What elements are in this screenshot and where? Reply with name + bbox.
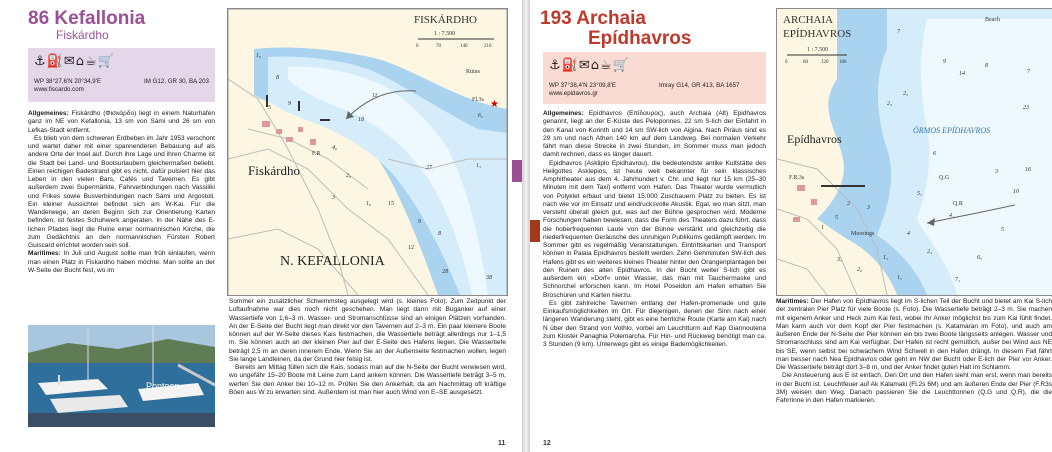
- svg-text:2₈: 2₈: [857, 267, 863, 273]
- svg-text:28: 28: [442, 269, 448, 275]
- info-box: [543, 52, 766, 104]
- svg-text:7: 7: [897, 29, 900, 35]
- svg-text:0: 0: [416, 44, 419, 49]
- ruins-label: Ruins: [466, 69, 481, 75]
- chart-scale: 1 : 7.500: [434, 31, 456, 37]
- left-page: [0, 0, 522, 452]
- text-column-2: [229, 298, 506, 430]
- chart-drawing: [777, 9, 1052, 295]
- svg-text:5: 5: [835, 215, 838, 221]
- chart-title-2: EPÍDHAVROS: [783, 28, 852, 40]
- chart-refs: Imray G14, GR 413, BA 1657: [659, 82, 740, 89]
- town-label: Epídhavros: [787, 132, 842, 146]
- svg-text:0: 0: [785, 60, 788, 65]
- paragraph: Allgemeines: Fiskárdho (Φισκάρδο) liegt in einem Naturhafen ganz im NE von Kefallonia, 13 sm von Sámi und 26 sm von Lefkas-Stadt entfernt.: [28, 110, 215, 134]
- svg-text:7: 7: [1027, 69, 1030, 75]
- beach-label: Beach: [985, 17, 1000, 23]
- svg-text:27: 27: [426, 165, 432, 171]
- chart-title: FISKÁRDHO: [414, 14, 477, 26]
- svg-text:16: 16: [1025, 167, 1031, 173]
- svg-text:120: 120: [821, 60, 829, 65]
- paragraph: Maritimes: In Juli und August sollte man früh einlaufen, wenn man einen Platz in Fiskardho haben möchte. Man sollte an der W-Seite der Bucht fest, wo im: [28, 250, 215, 274]
- svg-text:12: 12: [408, 245, 414, 251]
- qg-label: Q.G: [939, 175, 950, 181]
- svg-text:11: 11: [372, 93, 378, 99]
- bay-label: ÓRMOS EPÍDHAVROS: [913, 126, 991, 135]
- svg-text:2₃: 2₃: [887, 101, 893, 107]
- svg-text:4₁: 4₁: [949, 213, 955, 219]
- paragraph: Sommer ein zusätzlicher Schwimmsteg ausgelegt wird (s. kleines Foto). Zum Zeitpunkt der Luftaufnahme war dies noch nicht geschehen. Man liegt dann mit Buganker auf einer Wassertiefe von 1,6–3 m. Wasser- und Stromanschlüsse sind an einigen Plätzen vorhanden. An der E-Seite der Bucht liegt man direkt vor den Tavernen auf 2–3 m. Ein paar kleinere Boote können auf der W-Seite dieses Kais festmachen, die Wassertiefe beträgt allerdings nur 1–1,5 m. Sie können auch an der kleinen Pier auf der E-Seite des Hafens liegen. Die Wassertiefe beträgt 2,5 m an deren innerem Ende. Wenn Sie an der Außenseite festmachen wollen, legen Sie lange Landleinen, da der Grund hier felsig ist.: [229, 298, 506, 363]
- paragraph: Die Ansteuerung aus E ist einfach. Den Ort und den Hafen sieht man erst, wenn man bereits in der Bucht ist. Leuchtfeuer auf Ak Kalamaki (Fl.2s 6M) und am äußeren Ende der Pier (F.R3s 3M) weisen den Weg. Danach passieren Sie die Leuchttonnen (Q.G und Q.R), die die Fahrrinne in den Hafen markieren.: [776, 372, 1052, 404]
- svg-text:1₆: 1₆: [256, 53, 262, 59]
- svg-text:2: 2: [847, 201, 850, 207]
- paragraph: Bereits am Mittag füllen sich die Kais, sodass man auf die N-Seite der Bucht verwiesen wird, wo ungefähr 15–20 Boote mit Leine zum Land ankern können. Die Wassertiefe beträgt 3–5 m, werfen Sie den Anker bei 10–12 m. Prüfen Sie den Ankerhalt, da am Nachmittag oft kräftige Böen aus W zu erwarten sind. Außerdem ist man hier auch Wind von E–SE ausgesetzt.: [229, 364, 506, 396]
- svg-text:2₅: 2₅: [927, 249, 933, 255]
- harbour-number: 86: [28, 8, 50, 29]
- info-box: [28, 48, 215, 102]
- svg-text:3₇: 3₇: [837, 257, 843, 263]
- right-page: [530, 0, 1052, 452]
- page-number: 12: [543, 440, 551, 447]
- svg-text:180: 180: [839, 60, 847, 65]
- paragraph: Allgemeines: Epídhavros (Επίδαυρος), auch Archaia (Alt) Epidhavros genannt, liegt an der E-Küste des Peloponnes, 22 sm S-lich der Einfahrt in den Kanal von Korinth und 14 sm SW-lich von Aigina. Nach Piräus sind es 29 sm und nach Athen 140 km auf dem Landweg. Bei normalen Verkehr fährt man diese Strecke in zwei Stunden, im Sommer muss man jedoch damit rechnen, dass es länger dauert.: [543, 110, 766, 159]
- website: www.fiscardo.com: [34, 86, 84, 93]
- chart-title: ARCHAIA: [783, 14, 834, 26]
- svg-text:2₈: 2₈: [346, 173, 352, 179]
- paragraph: Epidhavros (Asklipio Epidhavrou), die bedeutendste antike Kultstätte des Heilgottes Asklepios, ist heute weit bekannter für sein klassisches Amphitheater aus dem 4. Jahrhundert v. Chr. und liegt nur 15 km (25–30 Minuten mit dem Taxi) entfernt vom Hafen. Das Theater wurde vermutlich von Polyklet erbaut und bietet 15.000 Zuschauern Platz zu bieten. Es ist nach wie vor im Einsatz und eindrucksvolle Akustik. Egal, wo man sitzt, man versteht überall gleich gut, was auf der Bühne gesprochen wird. Moderne Forschungen haben bewiesen, dass die Form des Theaters dazu führt, dass die hoberfrequenten Laute von der Bühne verstärkt und gleichzeitig die niederfrequenten Geräusche des unruhigen Publikums gedämpft werden. Im Sommer gibt es regelmäßig Veranstaltungen. Eintrittskarten und Transport können in Palaia Epídhavros bestellt werden. Zehn Gehminuten SW-lich des Hafens gibt es ein weiteres kleines Theater hinter den Orangenplantagen bei den Ruinen des alten Epidhavros. In der Bucht weiter S-lich gibt es außerdem ein »Dorf« unter Wasser, das man mit Tauchermaske und Schnorchel erforschen kann. Im Hotel Poseidon am Hafen erhalten Sie Broschüren und Karten hierzu.: [543, 159, 766, 299]
- svg-text:70: 70: [436, 44, 441, 49]
- paragraph: Es gibt zahlreiche Tavernen entlang der Hafen-promenade und gute Einkaufsmöglichkeiten im Ort. Für diejenigen, denen der Sinn nach einer längeren Wanderung steht, gibt es eine herrliche Route (Karte am Kai) nach N über den Strand von Vothlo, vorbei am Leuchtturm auf Kap Giannoutena zum Kloster Panaghia Polemarcha. Für Hin- und Rückweg benötigt man ca. 3 Stunden (9 km). Unterwegs gibt es einige Bademöglichkeiten.: [543, 299, 766, 348]
- svg-text:3: 3: [995, 169, 998, 175]
- svg-text:15: 15: [388, 201, 394, 207]
- svg-text:4₈: 4₈: [332, 145, 338, 151]
- island-label: N. KEFALLONIA: [280, 254, 385, 269]
- harbour-number: 193: [540, 8, 572, 29]
- svg-text:1₃: 1₃: [476, 163, 482, 169]
- svg-text:8: 8: [985, 63, 988, 69]
- svg-text:5: 5: [268, 105, 271, 111]
- gutter: [522, 0, 530, 452]
- qr-label: Q.R: [953, 201, 963, 207]
- svg-text:9: 9: [943, 59, 946, 65]
- svg-text:9: 9: [288, 101, 291, 107]
- svg-text:9: 9: [418, 219, 421, 225]
- fr-label: F.R.3s: [789, 175, 805, 181]
- svg-text:6₂: 6₂: [478, 113, 484, 119]
- lighthouse-icon: ★: [490, 99, 499, 110]
- svg-text:2₅: 2₅: [903, 91, 909, 97]
- harbour-photo: [28, 325, 215, 427]
- light-label: Fl.3s: [472, 97, 484, 103]
- facility-icons: ⚓⛽✉⌂☕🛒: [34, 54, 115, 69]
- svg-text:5: 5: [1001, 227, 1004, 233]
- town-label: Fiskárdho: [248, 163, 300, 178]
- svg-text:60: 60: [803, 60, 808, 65]
- moorings-label: Moorings: [851, 231, 875, 237]
- paragraph: Maritimes: Der Hafen von Epídhavros liegt im S-lichen Teil der Bucht und bietet am Kai S-lich der zentralen Pier Platz für viele Boote (s. Foto). Die Wassertiefe beträgt 2–3 m. Sie machen mit eigenem Anker und Heck zum Kai fest, wobei Ihr Anker möglichst bis zum Kai fühlt findet. Man kann auch vor dem Kopf der Pier festmachen (s. Katamaran im Foto), und auch am äußeren Ende der N-Seite der Pier können ein bis zwei Boote längsseits anlegen. Wasser und Stromanschluss sind am Kai verfügbar. Der Hafen ist recht gemütlich, außer bei Wind aus NE bis SE, wenn selbst bei schwachem Wind Schwell in den Hafen drängt. In diesem Fall fährt man besser nach Nea Epídhavros oder geht im NW der Bucht oder E-lich der Pier vor Anker. Die Wassertiefe beträgt dort 3–8 m, und der Anker findet guten Halt im Schlamm.: [776, 298, 1052, 371]
- svg-text:3: 3: [867, 205, 870, 211]
- chart-scale: 1 : 7.500: [807, 47, 829, 53]
- svg-text:140: 140: [460, 44, 468, 49]
- text-column-2: [776, 298, 1052, 430]
- paragraph: Es blieb von dem schweren Erdbeben im Jahr 1953 verschont und wartet daher mit einer spannenderen Bebauung auf als andere Orte der Insel auf. Durch ihre Lage und ihren Charme ist die Stadt bei Land- und Bootsurlaubern gleichermaßen beliebt. Einen reichigen Badestrand gibt es nicht, dafür pulsiert hier das Leben in den vielen Bars, Cafés und Tavernen. Es gibt außerdem zwei Supermärkte, Fahrverbindungen nach Vassiliki und Frikes sowie Busverbindungen nach Sámi und Argostoli. Ein kleiner Aussichter befindet sich am W-Kai. Für die Wanderwege, an deren Beginn sich zur Orientierung Karten befinden, ist festes Schuhwerk angeraten. In der Nähe des E-lichen Pfades liegt die Ruine einer normannischen Kirche, die zum Gedächtnis an den normannischen Fürsten Robert Guiscard errichtet worden sein soll.: [28, 134, 215, 249]
- svg-text:1: 1: [821, 225, 824, 231]
- section-tab: [530, 220, 540, 242]
- page-number: 11: [498, 440, 506, 447]
- harbour-title: [28, 8, 145, 30]
- photo-label: Pontoon: [146, 381, 180, 391]
- svg-text:1₅: 1₅: [883, 255, 889, 261]
- photo-illustration: [28, 325, 215, 427]
- harbour-name: Archaia: [576, 8, 646, 29]
- website: www.epidavros.gr: [549, 90, 598, 97]
- svg-text:6₅: 6₅: [977, 255, 983, 261]
- harbour-title: [540, 8, 646, 30]
- harbour-name: Kefallonia: [54, 8, 146, 29]
- svg-text:1₅: 1₅: [897, 275, 903, 281]
- chart-refs: IM G12, GR 30, BA 203: [144, 78, 210, 85]
- harbour-subtitle: Fiskárdho: [56, 28, 109, 42]
- svg-text:18: 18: [358, 117, 364, 123]
- svg-text:14: 14: [959, 71, 965, 77]
- harbour-chart: [227, 8, 508, 296]
- fr-label: F.R: [312, 151, 321, 157]
- svg-text:38: 38: [486, 275, 492, 281]
- svg-text:4: 4: [907, 231, 910, 237]
- svg-text:5₇: 5₇: [917, 191, 923, 197]
- svg-text:8: 8: [276, 75, 279, 81]
- coordinates: WP 37°38,4'N 23°09,8'E: [549, 82, 617, 89]
- text-column-1: [28, 110, 215, 320]
- svg-text:23: 23: [1023, 105, 1029, 111]
- harbour-name-2: Epídhavros: [588, 28, 692, 49]
- svg-text:6: 6: [933, 151, 936, 157]
- section-tab: [512, 160, 522, 182]
- svg-text:7₂: 7₂: [955, 277, 961, 283]
- text-column-1: [543, 110, 766, 432]
- chart-drawing: [228, 9, 507, 295]
- harbour-chart: [776, 8, 1052, 296]
- svg-text:10: 10: [1013, 189, 1019, 195]
- facility-icons: ⚓⛽✉⌂☕🛒: [549, 58, 630, 73]
- svg-text:3: 3: [332, 195, 335, 201]
- svg-text:8: 8: [438, 231, 441, 237]
- svg-text:1₈: 1₈: [366, 201, 372, 207]
- svg-text:210: 210: [484, 44, 492, 49]
- coordinates: WP 38°27,6'N 20°34,9'E: [34, 78, 102, 85]
